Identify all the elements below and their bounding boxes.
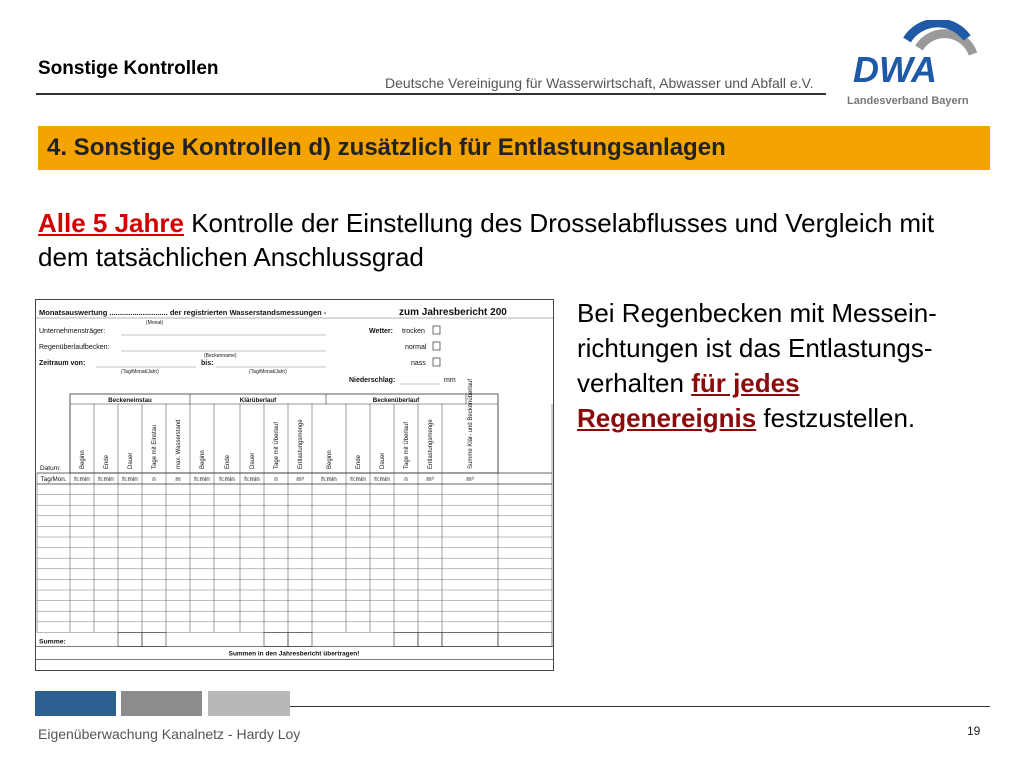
form-unit-cell: h:min <box>194 476 210 483</box>
form-unit-cell: m³ <box>296 476 304 483</box>
form-unit-cell: h:min <box>321 476 337 483</box>
form-bis: bis: <box>201 360 214 367</box>
form-column-header: max. Wasserstand <box>176 419 182 469</box>
form-title-year: zum Jahresbericht 200 <box>399 307 507 318</box>
side-emphasis-1: für jedes <box>691 368 800 398</box>
form-column-header: Summe Klär- und Beckenüberlauf <box>468 378 474 469</box>
form-checkbox-normal <box>433 342 440 350</box>
form-unternehmenstraeger: Unternehmensträger: <box>39 328 106 335</box>
form-unit-cell: m <box>175 476 181 483</box>
form-checkbox-trocken <box>433 326 440 334</box>
form-table <box>36 379 553 660</box>
form-group-header: Klärüberlauf <box>239 397 277 404</box>
form-tag-hint-2: (Tag/Monat/Jahr) <box>249 369 287 375</box>
form-unit-cell: m³ <box>466 476 474 483</box>
section-banner <box>38 126 990 170</box>
side-line-2: richtungen ist das Entlastungs- <box>577 333 933 363</box>
intro-paragraph <box>38 206 938 274</box>
side-emphasis-2: Regenereignis <box>577 403 757 433</box>
form-unit-cell: m³ <box>426 476 434 483</box>
side-line-3-text: verhalten <box>577 368 692 398</box>
form-tag-hint-1: (Tag/Monat/Jahr) <box>121 369 159 375</box>
form-unit-cell: h:min <box>122 476 138 483</box>
form-column-header: Beginn <box>80 450 86 469</box>
form-checkbox-nass <box>433 358 440 366</box>
form-unit-cell: n <box>274 476 278 483</box>
form-unit-cell: n <box>404 476 408 483</box>
form-summen-note: Summen in den Jahresbericht übertragen! <box>228 650 360 658</box>
form-unit-cell: h:min <box>98 476 114 483</box>
form-column-header: Beginn <box>327 450 333 469</box>
svg-text:Landesverband Bayern: Landesverband Bayern <box>847 95 969 107</box>
footer-bar-gray <box>121 691 202 716</box>
form-wetter-option-1: trocken <box>402 328 425 335</box>
form-zeitraum-von: Zeitraum von: <box>39 360 86 367</box>
slide-section-title: Sonstige Kontrollen <box>38 58 219 79</box>
intro-text: Kontrolle der Einstellung des Drosselabflusses und Vergleich mit dem tatsächlichen Anschlussgrad <box>38 208 935 272</box>
intro-highlight: Alle 5 Jahre <box>38 208 184 238</box>
header-divider <box>36 93 826 95</box>
form-datum-label: Datum: <box>40 465 61 472</box>
form-column-header: Entlastungsmenge <box>428 419 434 469</box>
side-line-4 <box>577 401 997 436</box>
form-monat-hint: (Monat) <box>146 320 164 326</box>
form-column-header: Dauer <box>250 452 256 469</box>
form-column-header: Entlastungsmenge <box>298 419 304 469</box>
form-wetter: Wetter: <box>369 328 393 335</box>
form-group-header: Beckenüberlauf <box>372 397 420 404</box>
form-unit-cell: h:min <box>74 476 90 483</box>
side-line-1: Bei Regenbecken mit Messein- <box>577 298 937 328</box>
form-niederschlag-unit: mm <box>444 377 456 384</box>
form-niederschlag: Niederschlag: <box>349 377 396 384</box>
form-wetter-option-2: normal <box>405 344 427 351</box>
form-unit-cell: n <box>152 476 156 483</box>
footer-author: Eigenüberwachung Kanalnetz - Hardy Loy <box>38 726 301 742</box>
form-column-header: Tage mit Überlauf <box>274 421 280 469</box>
form-column-header: Dauer <box>128 452 134 469</box>
footer-bar-blue <box>35 691 116 716</box>
form-column-header: Ende <box>225 454 231 469</box>
monthly-evaluation-form <box>35 299 554 671</box>
form-column-header: Dauer <box>380 452 386 469</box>
form-column-header: Ende <box>104 454 110 469</box>
form-title: Monatsauswertung ............................ der registrierten Wasserstandsmessungen - <box>39 308 327 317</box>
form-column-header: Beginn <box>200 450 206 469</box>
footer-divider <box>290 706 990 707</box>
side-line-4-text: festzustellen. <box>756 403 916 433</box>
form-column-header: Ende <box>356 454 362 469</box>
form-wetter-option-3: nass <box>411 360 426 367</box>
form-column-header: Tage mit Überlauf <box>404 421 410 469</box>
form-unit-cell: h:min <box>219 476 235 483</box>
form-group-header: Beckeneinstau <box>108 397 152 404</box>
form-regenueberlaufbecken: Regenüberlaufbecken: <box>39 344 110 351</box>
dwa-logo <box>845 20 980 110</box>
footer-bar-lightgray <box>208 691 290 716</box>
page-number: 19 <box>967 724 981 738</box>
banner-heading: 4. Sonstige Kontrollen d) zusätzlich für Entlastungsanlagen <box>47 134 726 161</box>
side-line-3 <box>577 366 997 401</box>
form-unit-cell: h:min <box>374 476 390 483</box>
organization-name: Deutsche Vereinigung für Wasserwirtschaft, Abwasser und Abfall e.V. <box>385 75 814 91</box>
form-unit-cell: h:min <box>350 476 366 483</box>
side-paragraph <box>577 296 997 436</box>
svg-text:DWA: DWA <box>853 49 937 90</box>
form-summe-label: Summe: <box>39 638 66 646</box>
form-beckenname-hint: (Beckenname) <box>204 353 237 359</box>
form-column-header: Tage mit Einstau <box>152 424 158 469</box>
form-unit-cell: h:min <box>244 476 260 483</box>
form-unit-cell: Tag/Mon. <box>40 476 67 483</box>
